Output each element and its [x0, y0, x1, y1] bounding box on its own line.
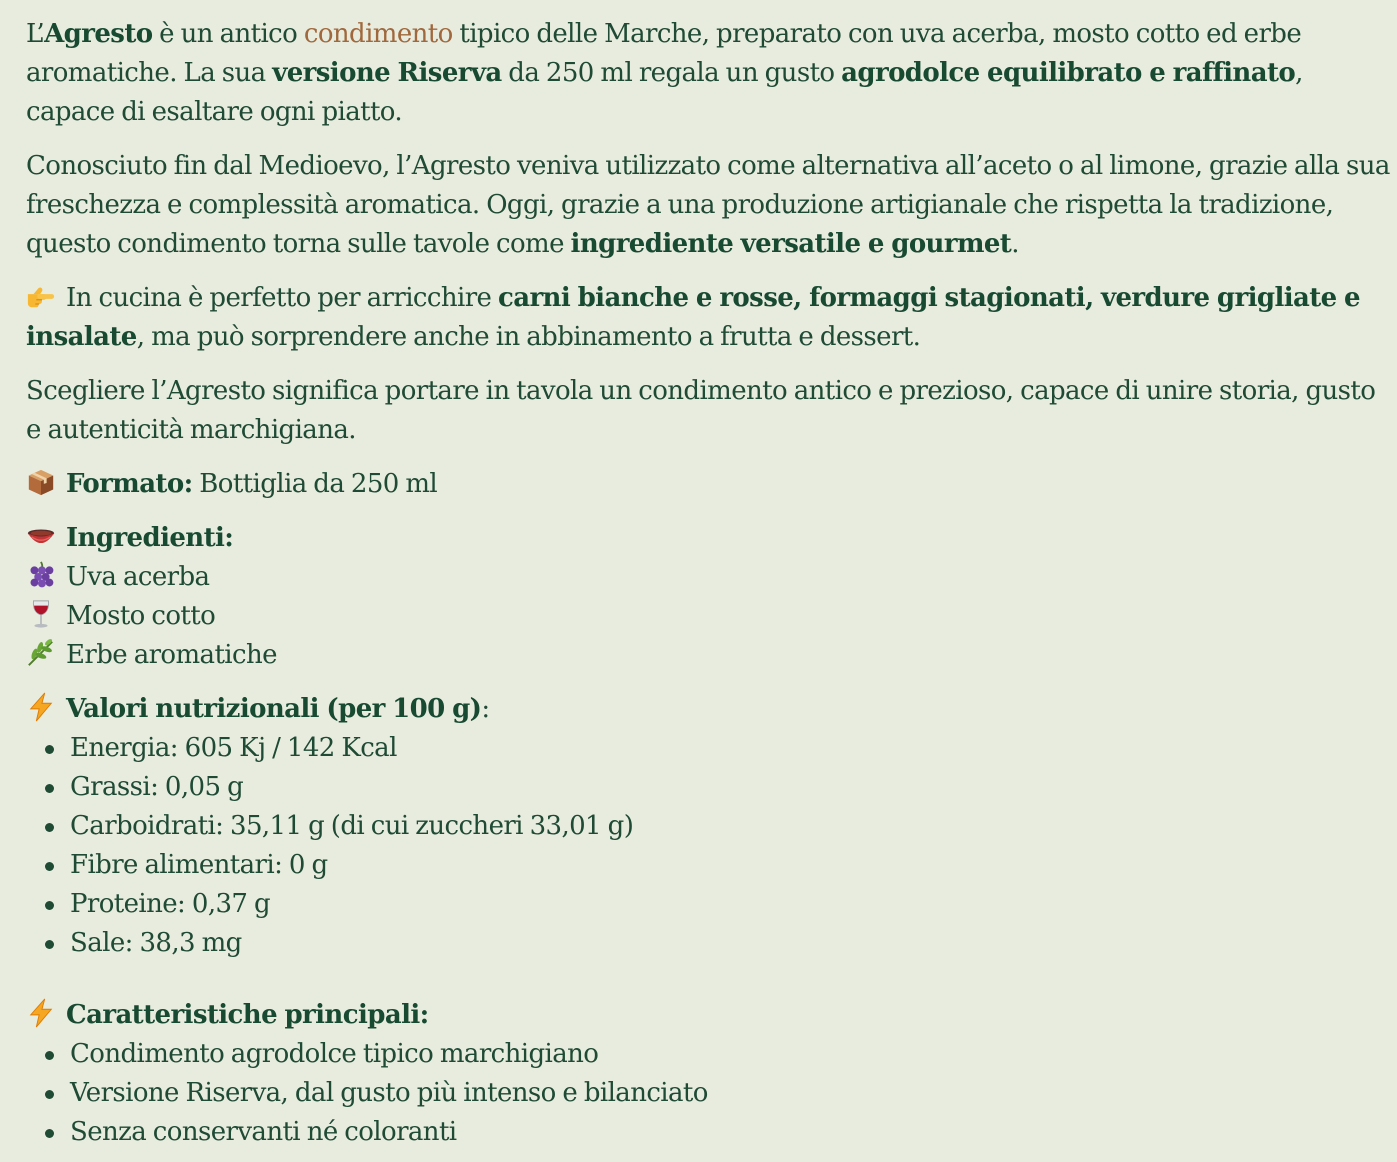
wine-glass-icon — [26, 599, 56, 629]
list-item: Energia: 605 Kj / 142 Kcal — [70, 729, 1391, 768]
list-item: Condimento agrodolce tipico marchigiano — [70, 1035, 1391, 1074]
format-paragraph — [26, 465, 1391, 504]
package-icon — [26, 467, 56, 497]
grapes-icon — [26, 560, 56, 590]
format-value: Bottiglia da 250 ml — [192, 469, 438, 499]
ingredient-item: Mosto cotto — [26, 597, 1391, 636]
product-name: Agresto — [44, 19, 153, 49]
list-item: Proteine: 0,37 g — [70, 885, 1391, 924]
product-description — [26, 15, 1391, 1152]
features-section — [26, 996, 1391, 1152]
condimento-link[interactable]: condimento — [303, 19, 453, 49]
nutrition-section: Valori nutrizionali (per 100 g): Energia: 605 Kj / 142 Kcal Grassi: 0,05 g Carboidrati: 35,11 g (di cui zuccheri 33,01 g) Fibre alimentari: 0 g Proteine: 0,37 g Sale: 38,3 mg — [26, 690, 1391, 963]
format-label: Formato: — [66, 469, 193, 499]
ingredients-label: Ingredienti: — [66, 523, 234, 553]
list-item: Senza conservanti né coloranti — [70, 1113, 1391, 1152]
list-item: Grassi: 0,05 g — [70, 768, 1391, 807]
pointing-hand-icon — [26, 281, 56, 311]
features-label: Caratteristiche principali: — [66, 1000, 429, 1030]
ingredients-section — [26, 519, 1391, 675]
kitchen-paragraph: In cucina è perfetto per arricchire carni bianche e rosse, formaggi stagionati, verdure grigliate e insalate, ma può sorprendere anche in abbinamento a frutta e dessert. — [26, 283, 1360, 352]
section-spacer — [26, 963, 1391, 996]
lightning-icon — [26, 998, 56, 1028]
list-item: Sale: 38,3 mg — [70, 924, 1391, 963]
nutrition-list — [26, 729, 1391, 963]
lightning-icon — [26, 692, 56, 722]
history-paragraph: Conosciuto fin dal Medioevo, l’Agresto veniva utilizzato come alternativa all’aceto o al limone, grazie alla sua freschezza e complessità aromatica. Oggi, grazie a una produzione artigianale che rispetta la tradizione, questo condimento torna sulle tavole come ingrediente versatile e gourmet. — [26, 151, 1390, 259]
list-item: Carboidrati: 35,11 g (di cui zuccheri 33,01 g) — [70, 807, 1391, 846]
intro-paragraph: L’Agresto è un antico condimento tipico delle Marche, preparato con uva acerba, mosto cotto ed erbe aromatiche. La sua versione Riserva da 250 ml regala un gusto agrodolce equilibrato e raffinato, capace di esaltare ogni piatto. — [26, 19, 1303, 127]
nutrition-label: Valori nutrizionali (per 100 g) — [66, 694, 482, 724]
ingredient-item: Erbe aromatiche — [26, 636, 1391, 675]
list-item: Fibre alimentari: 0 g — [70, 846, 1391, 885]
herb-icon — [26, 638, 56, 668]
choose-paragraph: Scegliere l’Agresto significa portare in tavola un condimento antico e prezioso, capace di unire storia, gusto e autenticità marchigiana. — [26, 376, 1376, 445]
list-item: Versione Riserva, dal gusto più intenso e bilanciato — [70, 1074, 1391, 1113]
features-list — [26, 1035, 1391, 1152]
ingredient-item: Uva acerba — [26, 558, 1391, 597]
bowl-icon — [26, 521, 56, 551]
